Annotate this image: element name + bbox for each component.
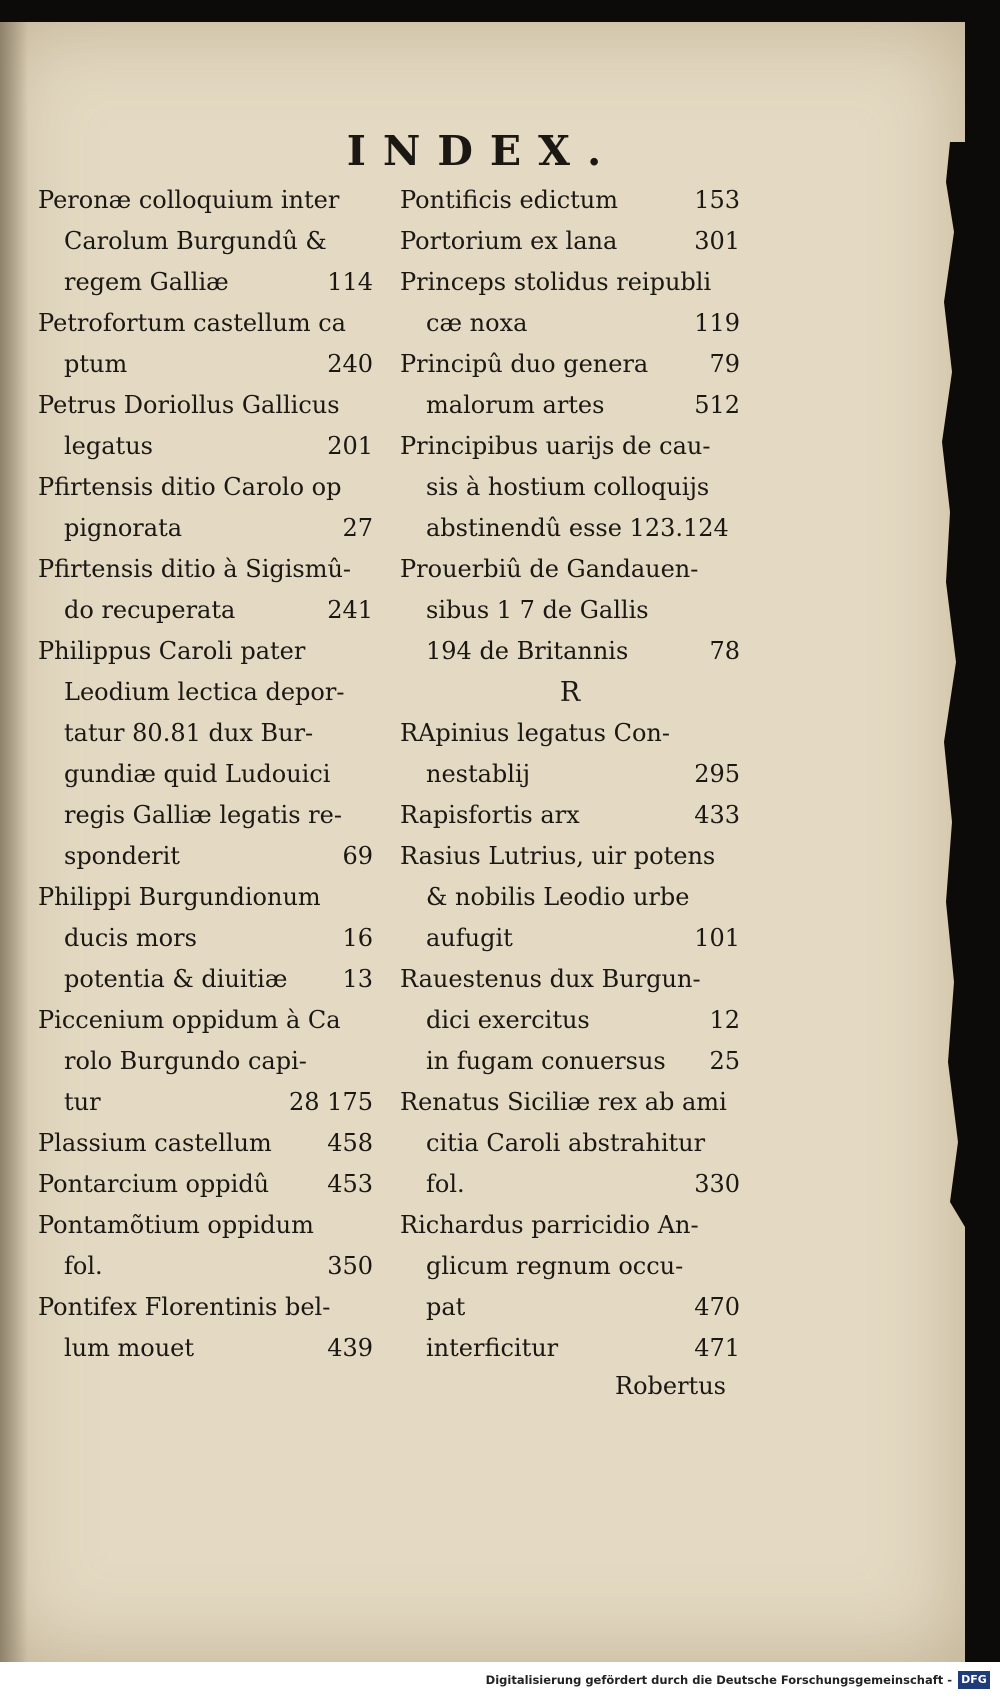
index-column-right	[400, 180, 740, 1369]
index-line: Leodium lectica depor-	[64, 678, 345, 706]
index-line: pignorata 27	[64, 514, 373, 542]
index-line: sis à hostium colloquijs	[426, 473, 710, 501]
index-line: cæ noxa 119	[426, 309, 740, 337]
index-line: Portorium ex lana 301	[400, 227, 740, 255]
index-line: citia Caroli abstrahitur	[426, 1129, 706, 1157]
index-line: fol. 350	[64, 1252, 373, 1280]
catchword: Robertus	[615, 1372, 726, 1400]
index-line: interficitur 471	[426, 1334, 740, 1362]
footer-bar	[0, 1662, 1000, 1700]
index-line: pat 470	[426, 1293, 740, 1321]
index-line: legatus 201	[64, 432, 373, 460]
index-line: fol. 330	[426, 1170, 740, 1198]
index-line: potentia & diuitiæ 13	[64, 965, 373, 993]
index-line: Principibus uarijs de cau-	[400, 432, 711, 460]
index-line: Princeps stolidus reipubli	[400, 268, 712, 296]
index-line: 194 de Britannis 78	[426, 637, 740, 665]
index-line: lum mouet 439	[64, 1334, 373, 1362]
index-line: ducis mors 16	[64, 924, 373, 952]
index-line: Philippi Burgundionum	[38, 883, 321, 911]
index-line: dici exercitus 12	[426, 1006, 740, 1034]
index-line: sibus 1 7 de Gallis	[426, 596, 649, 624]
index-line: Pontificis edictum 153	[400, 186, 740, 214]
index-line: Petrus Doriollus Gallicus	[38, 391, 340, 419]
index-line: malorum artes 512	[426, 391, 740, 419]
index-line: Pontarcium oppidû 453	[38, 1170, 373, 1198]
index-line: Rapisfortis arx 433	[400, 801, 740, 829]
index-line: Philippus Caroli pater	[38, 637, 306, 665]
index-line: Pontamõtium oppidum	[38, 1211, 314, 1239]
index-line: Petrofortum castellum ca	[38, 309, 346, 337]
index-line: in fugam conuersus 25	[426, 1047, 740, 1075]
index-line: nestablij 295	[426, 760, 740, 788]
index-line: glicum regnum occu-	[426, 1252, 684, 1280]
index-line: Pontifex Florentinis bel-	[38, 1293, 331, 1321]
index-line: Richardus parricidio An-	[400, 1211, 699, 1239]
index-line: tatur 80.81 dux Bur-	[64, 719, 314, 747]
index-line: abstinendû esse 123.124	[426, 514, 729, 542]
torn-edge	[940, 142, 974, 1242]
index-line: Pfirtensis ditio à Sigismû-	[38, 555, 352, 583]
index-line: Piccenium oppidum à Ca	[38, 1006, 341, 1034]
index-line: Pfirtensis ditio Carolo op	[38, 473, 342, 501]
index-line: rolo Burgundo capi-	[64, 1047, 307, 1075]
dfg-logo: DFG	[958, 1671, 990, 1689]
index-line: & nobilis Leodio urbe	[426, 883, 690, 911]
index-column-left	[38, 180, 373, 1369]
index-line: do recuperata 241	[64, 596, 373, 624]
index-line: Carolum Burgundû &	[64, 227, 327, 255]
index-line: tur 28 175	[64, 1088, 373, 1116]
index-line: Peronæ colloquium inter	[38, 186, 340, 214]
index-line: Renatus Siciliæ rex ab ami	[400, 1088, 727, 1116]
page-header: INDEX.	[346, 127, 619, 175]
index-line: aufugit 101	[426, 924, 740, 952]
index-line: gundiæ quid Ludouici	[64, 760, 331, 788]
index-line: regem Galliæ 114	[64, 268, 373, 296]
index-line: Principû duo genera 79	[400, 350, 740, 378]
index-line: Prouerbiû de Gandauen-	[400, 555, 699, 583]
index-line: RApinius legatus Con-	[400, 719, 670, 747]
index-line: sponderit 69	[64, 842, 373, 870]
index-line: Rauestenus dux Burgun-	[400, 965, 701, 993]
index-line: ptum 240	[64, 350, 373, 378]
index-line: Plassium castellum 458	[38, 1129, 373, 1157]
section-letter: R	[559, 677, 581, 708]
index-line: Rasius Lutrius, uir potens	[400, 842, 716, 870]
book-page	[0, 22, 965, 1662]
index-line: regis Galliæ legatis re-	[64, 801, 342, 829]
funding-credit: Digitalisierung gefördert durch die Deutsche Forschungsgemeinschaft -	[485, 1673, 952, 1687]
